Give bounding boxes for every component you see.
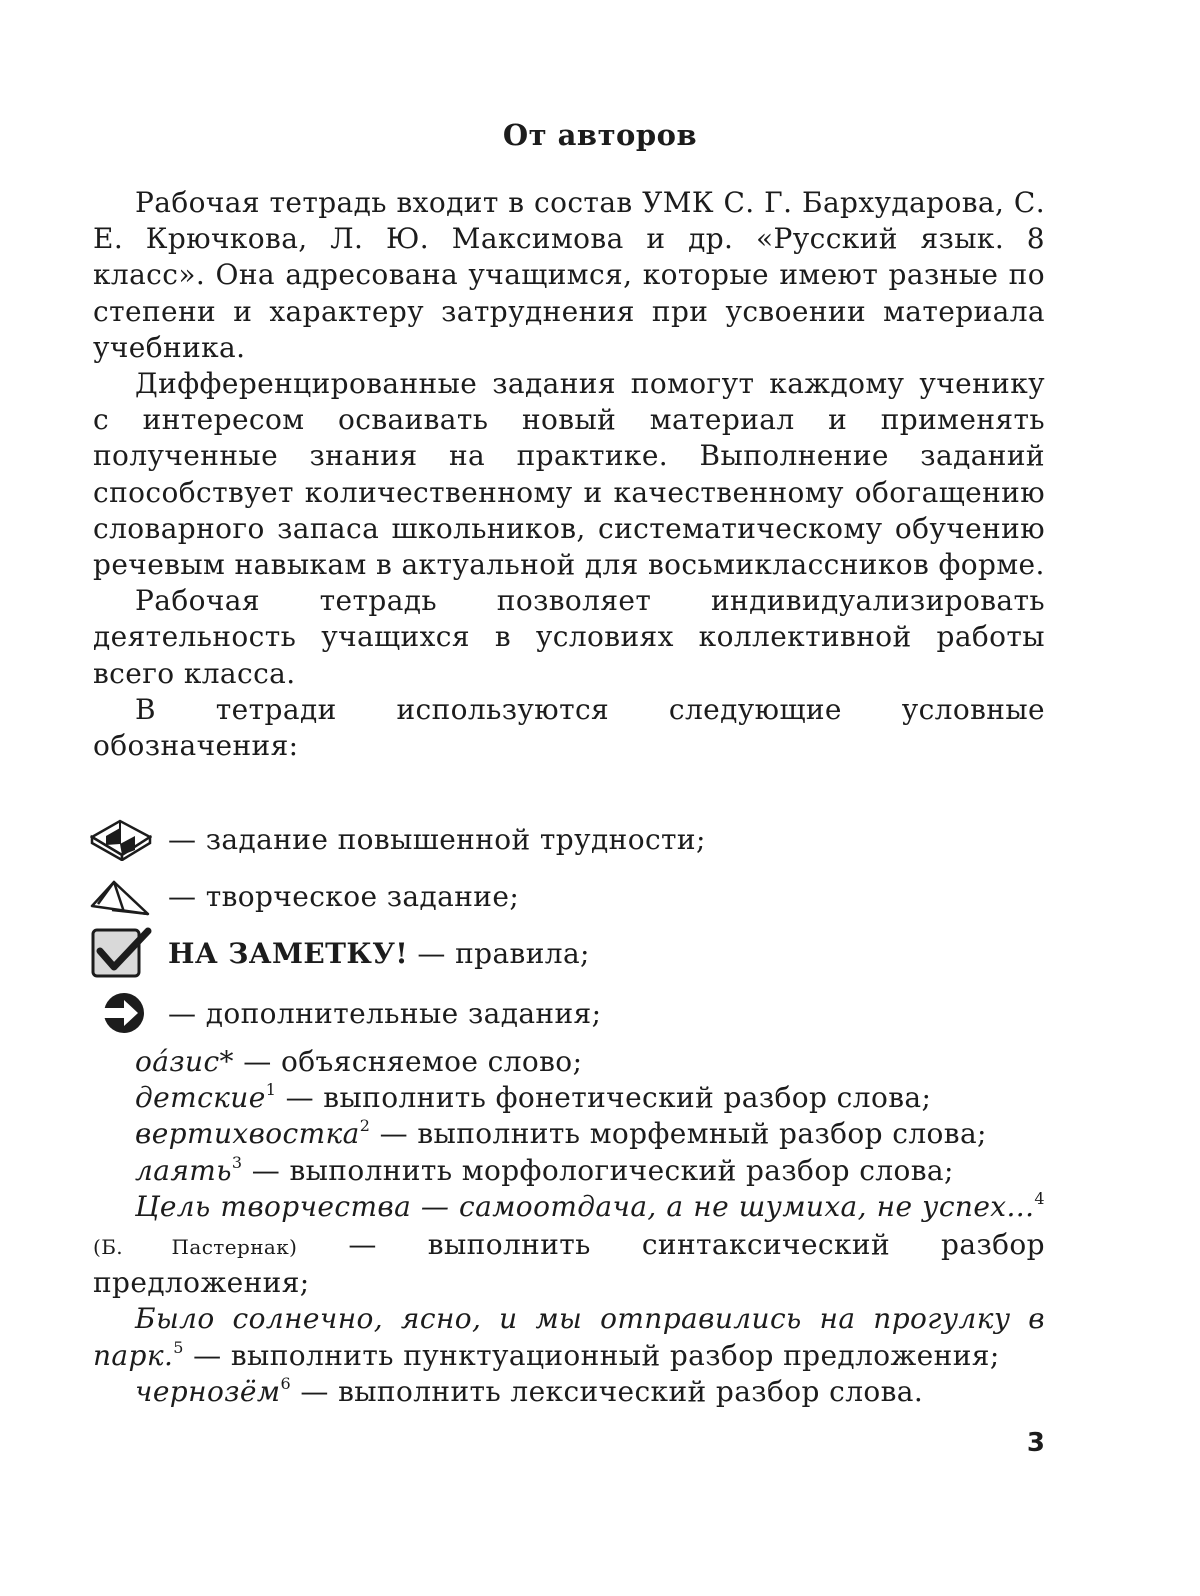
legend-text-creative: — творческое задание; [168, 879, 520, 913]
example-4: лаять$^3$ — выполнить морфологический разбор слова; [135, 1152, 954, 1187]
example-3: вертихвостка$^2$ — выполнить морфемный разбор слова; [135, 1116, 987, 1151]
example-2: детские$^1$ — выполнить фонетический разбор слова; [135, 1080, 932, 1115]
legend-text-note: — правила; [417, 936, 590, 970]
legend-item-hard [90, 814, 706, 864]
page-number: 3 [1026, 1428, 1045, 1458]
checkbox-icon [90, 928, 156, 978]
paper-plane-icon [90, 871, 156, 921]
note-label: НА ЗАМЕТКУ! [168, 936, 409, 970]
legend-text-extra: — дополнительные задания; [168, 996, 602, 1030]
example-7: чернозём$^6$ — выполнить лексический разбор слова. [135, 1373, 924, 1408]
legend-item-extra [90, 988, 601, 1038]
example-1: оáзис* — объясняемое слово; [135, 1045, 583, 1078]
paragraph-1: Рабочая тетрадь входит в состав УМК С. Г. Бархударова, С. Е. Крючкова, Л. Ю. Максимова и др. «Русский язык. 8 класс». Она адресована учащимся, которые имеют разные по степени и характеру затруднения при усвоении материала учебника. [93, 186, 1045, 364]
page-title: От авторов [502, 118, 698, 152]
cube-icon [90, 814, 156, 864]
examples [93, 1044, 1045, 1410]
paragraph-3: Рабочая тетрадь позволяет индивидуализировать деятельность учащихся в условиях коллективной работы всего класса. [93, 584, 1045, 690]
legend-item-note [90, 928, 590, 978]
example-5: Цель творчества — самоотдача, а не шумиха, не успех...$^4$ (Б. Пастернак) — выполнить синтаксический разбор предложения; [93, 1188, 1045, 1300]
legend-item-creative [90, 871, 519, 921]
example-6: Было солнечно, ясно, и мы отправились на прогулку в парк.$^5$ — выполнить пунктуационный разбор предложения; [93, 1302, 1045, 1372]
arrow-circle-icon [90, 988, 156, 1038]
paragraph-2: Дифференцированные задания помогут каждому ученику с интересом осваивать новый материал и применять полученные знания на практике. Выполнение заданий способствует количественному и качественному обогащению словарного запаса школьников, систематическому обучению речевым навыкам в актуальной для восьмиклассников форме. [93, 367, 1045, 582]
intro-text [93, 185, 1045, 764]
paragraph-4: В тетради используются следующие условные обозначения: [93, 692, 1045, 763]
legend-text-hard: — задание повышенной трудности; [168, 822, 706, 856]
